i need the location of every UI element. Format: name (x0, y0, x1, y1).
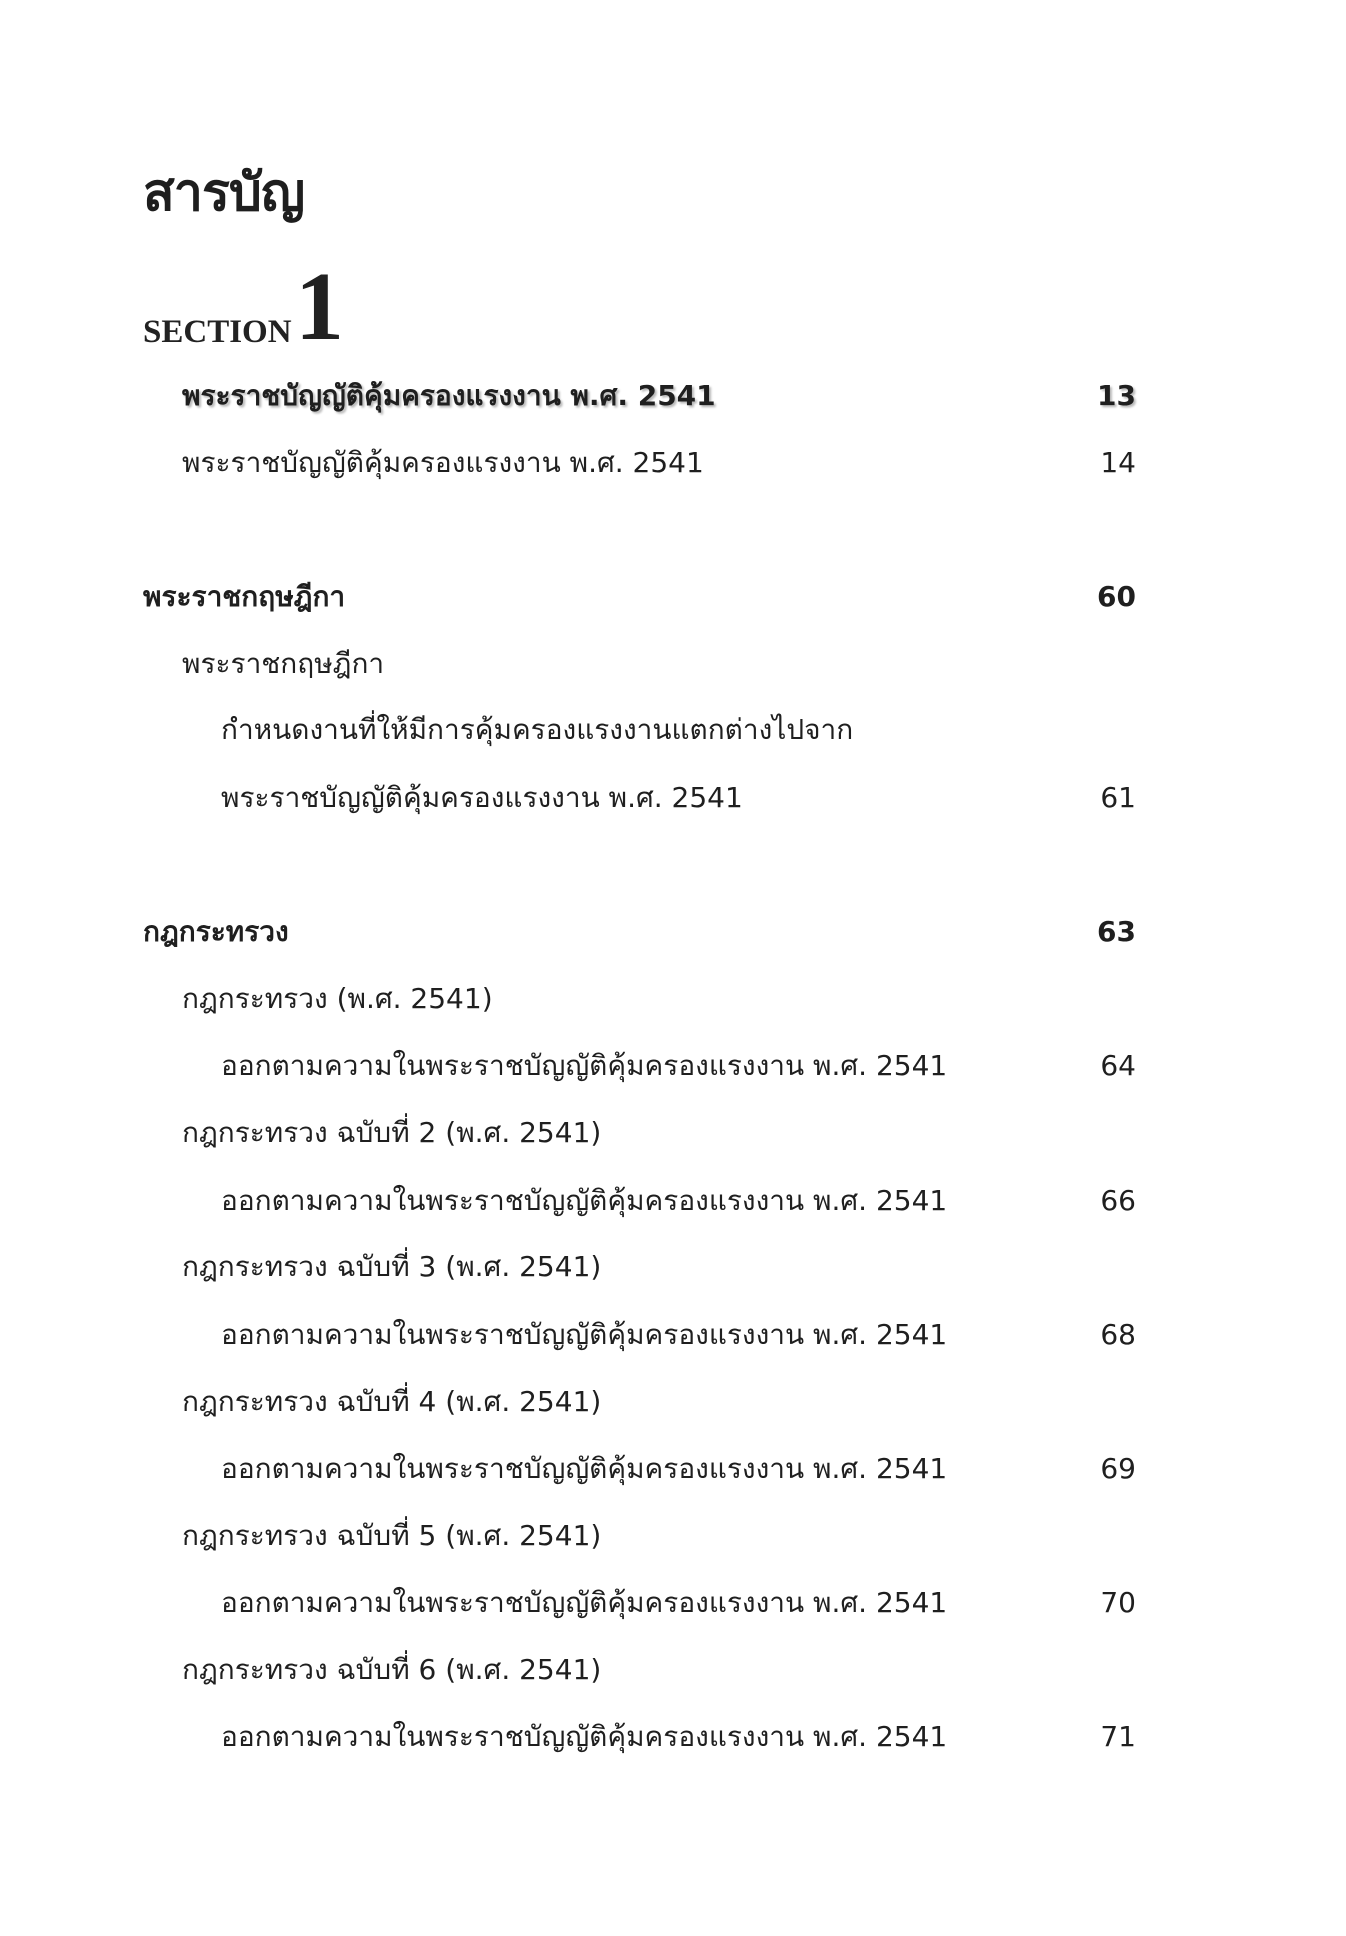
toc-entry-title: ออกตามความในพระราชบัญญัติคุ้มครองแรงงาน พ.ศ. 2541 (221, 1184, 948, 1217)
toc-entry[interactable] (0, 1643, 1346, 1697)
toc-entry-page: 68 (1100, 1318, 1136, 1351)
toc-subentry[interactable] (0, 771, 1346, 825)
toc-entry-title: ออกตามความในพระราชบัญญัติคุ้มครองแรงงาน พ.ศ. 2541 (221, 1452, 948, 1485)
toc-subentry[interactable] (0, 1442, 1346, 1496)
toc-entry-page: 63 (1097, 915, 1136, 948)
toc-entry-title: กฎกระทรวง ฉบับที่ 3 (พ.ศ. 2541) (182, 1250, 602, 1283)
toc-entry-title: ออกตามความในพระราชบัญญัติคุ้มครองแรงงาน พ.ศ. 2541 (221, 1586, 948, 1619)
toc-entry[interactable] (0, 972, 1346, 1026)
toc-entry-title: พระราชบัญญัติคุ้มครองแรงงาน พ.ศ. 2541 (221, 781, 743, 814)
toc-entry-title: กำหนดงานที่ให้มีการคุ้มครองแรงงานแตกต่างไปจาก (221, 713, 854, 746)
toc-entry-page: 13 (1097, 379, 1136, 412)
toc-entry-title: กฎกระทรวง ฉบับที่ 4 (พ.ศ. 2541) (182, 1385, 602, 1418)
toc-entry-title: กฎกระทรวง ฉบับที่ 2 (พ.ศ. 2541) (182, 1116, 602, 1149)
toc-entry-title: กฎกระทรวง ฉบับที่ 5 (พ.ศ. 2541) (182, 1519, 602, 1552)
toc-subentry[interactable] (0, 1039, 1346, 1093)
toc-entry-title: กฎกระทรวง (143, 915, 289, 948)
toc-subentry[interactable] (0, 1710, 1346, 1764)
toc-entry[interactable] (0, 1106, 1346, 1160)
toc-entry-title: กฎกระทรวง (พ.ศ. 2541) (182, 982, 493, 1015)
toc-subentry[interactable] (0, 1576, 1346, 1630)
toc-category-royal-decree[interactable] (0, 570, 1346, 624)
page-title: สารบัญ (143, 163, 305, 223)
toc-entry[interactable] (0, 1375, 1346, 1429)
toc-entry[interactable] (0, 1240, 1346, 1294)
toc-entry-page: 69 (1100, 1452, 1136, 1485)
toc-entry-title: กฎกระทรวง ฉบับที่ 6 (พ.ศ. 2541) (182, 1653, 602, 1686)
section-number: 1 (295, 253, 344, 361)
toc-entry-title: ออกตามความในพระราชบัญญัติคุ้มครองแรงงาน พ.ศ. 2541 (221, 1318, 948, 1351)
toc-entry-page: 66 (1100, 1184, 1136, 1217)
toc-entry-title: พระราชกฤษฎีกา (143, 580, 346, 613)
toc-entry-page: 64 (1100, 1049, 1136, 1082)
toc-entry[interactable] (0, 436, 1346, 490)
section-label: SECTION (143, 314, 292, 350)
toc-entry-title: พระราชบัญญัติคุ้มครองแรงงาน พ.ศ. 2541 (182, 379, 716, 412)
toc-category-ministerial-regulations[interactable] (0, 905, 1346, 959)
toc-entry-page: 61 (1100, 781, 1136, 814)
toc-entry-title: ออกตามความในพระราชบัญญัติคุ้มครองแรงงาน พ.ศ. 2541 (221, 1049, 948, 1082)
toc-entry-page: 71 (1100, 1720, 1136, 1753)
toc-entry-page: 60 (1097, 580, 1136, 613)
toc-entry-title: พระราชบัญญัติคุ้มครองแรงงาน พ.ศ. 2541 (182, 446, 704, 479)
toc-entry-page: 14 (1100, 446, 1136, 479)
toc-entry-title: พระราชกฤษฎีกา (182, 647, 385, 680)
toc-entry[interactable] (0, 1509, 1346, 1563)
toc-entry-title: ออกตามความในพระราชบัญญัติคุ้มครองแรงงาน พ.ศ. 2541 (221, 1720, 948, 1753)
toc-subentry[interactable] (0, 1308, 1346, 1362)
toc-subentry[interactable] (0, 1174, 1346, 1228)
toc-entry[interactable] (0, 637, 1346, 691)
toc-subentry[interactable] (0, 703, 1346, 757)
toc-entry-act-heading[interactable] (0, 369, 1346, 423)
toc-entry-page: 70 (1100, 1586, 1136, 1619)
